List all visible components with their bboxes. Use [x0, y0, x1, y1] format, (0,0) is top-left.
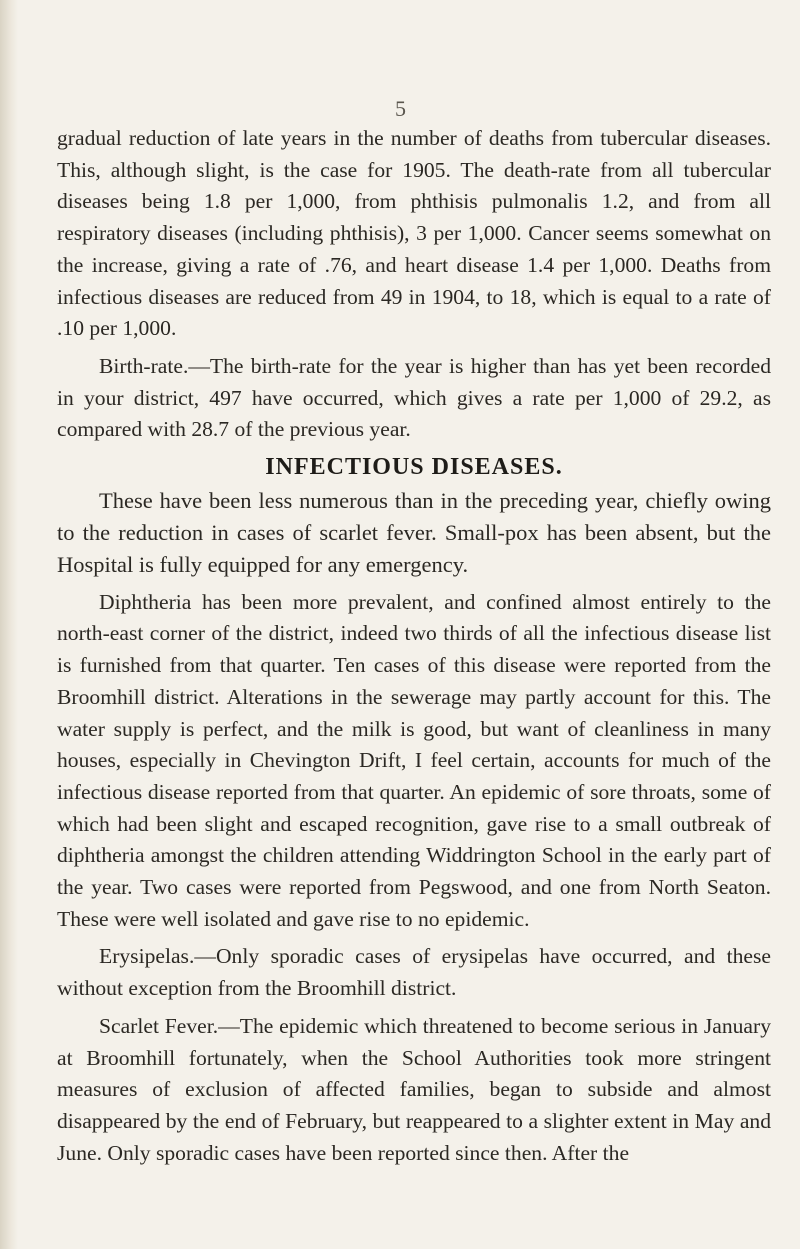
section-heading: INFECTIOUS DISEASES. — [265, 454, 563, 481]
page-edge-shadow — [0, 0, 18, 1249]
paragraph-birth-rate: Birth-rate.—The birth-rate for the year is higher than has yet been recorded in your district, 497 have occurred, which gives a rate per 1,000 of 29.2, as compared with 28.7 of the previous year. — [57, 353, 771, 442]
paragraph-diphtheria: Diphtheria has been more prevalent, and confined almost entirely to the north-east corner of the district, indeed two thirds of all the infectious disease list is furnished from that quarter. Ten cases of this disease were reported from the Broomhill district. Alterations in the sewerage may partly account for this. The water supply is perfect, and the milk is good, but want of cleanliness in many houses, especially in Chevington Drift, I feel certain, accounts for much of the infectious disease reported from that quarter. An epidemic of sore throats, some of which had been slight and escaped recognition, gave rise to a small outbreak of diphtheria amongst the children attending Widdrington School in the early part of the year. Two cases were reported from Pegswood, and one from North Seaton. These were well isolated and gave rise to no epidemic. — [57, 589, 771, 931]
paragraph-scarlet-fever: Scarlet Fever.—The epidemic which threatened to become serious in January at Broomhill fortunately, when the School Authorities took more stringent measures of exclusion of affected families, began to subside and almost disappeared by the end of February, but reappeared to a slighter extent in May and June. Only sporadic cases have been reported since then. After the — [57, 1013, 771, 1165]
body-text — [57, 123, 771, 1175]
paragraph-erysipelas: Erysipelas.—Only sporadic cases of erysipelas have occurred, and these without exception from the Broomhill district. — [57, 944, 771, 1001]
paragraph-infectious-summary: These have been less numerous than in the preceding year, chiefly owing to the reduction in cases of scarlet fever. Small-pox has been absent, but the Hospital is fully equipped for any emergency. — [57, 487, 771, 577]
page-number: 5 — [395, 96, 406, 121]
paragraph-tubercular-deaths: gradual reduction of late years in the number of deaths from tubercular diseases. This, although slight, is the case for 1905. The death-rate from all tubercular diseases being 1.8 per 1,000, from phthisis pulmonalis 1.2, and from all respiratory diseases (including phthisis), 3 per 1,000. Cancer seems somewhat on the increase, giving a rate of .76, and heart disease 1.4 per 1,000. Deaths from infectious diseases are reduced from 49 in 1904, to 18, which is equal to a rate of .10 per 1,000. — [57, 126, 771, 341]
